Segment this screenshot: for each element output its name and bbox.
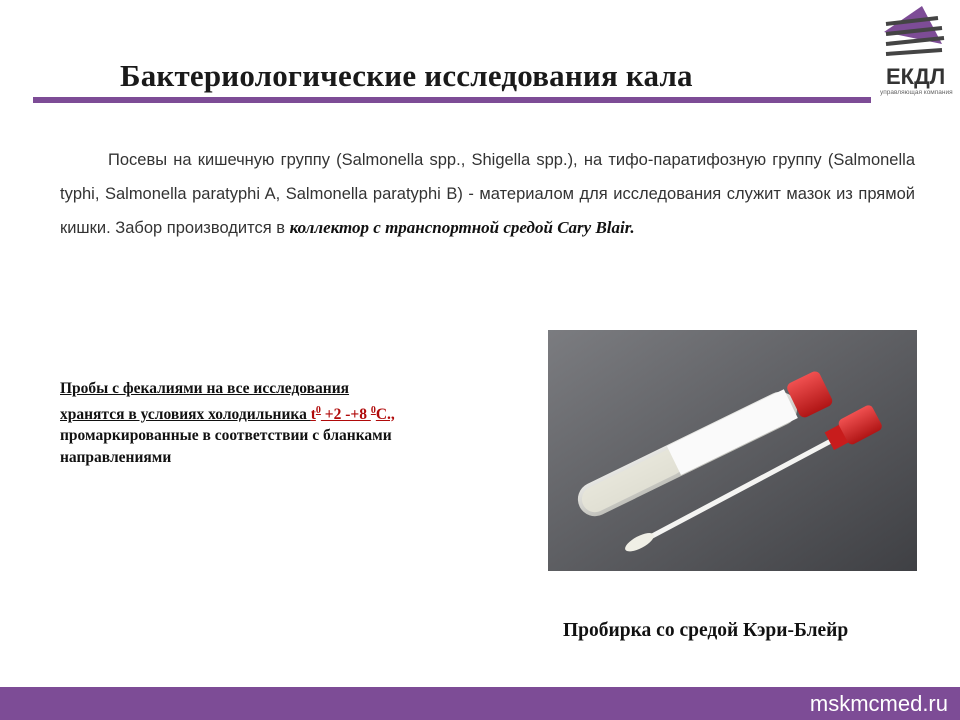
note-line2: хранятся в условиях холодильника (60, 405, 311, 423)
note-deg-sup: 0 (370, 404, 376, 416)
photo-caption: Пробирка со средой Кэри-Блейр (563, 620, 849, 641)
logo-subtitle: управляющая компания (880, 89, 953, 96)
note-deg-c: С., (375, 405, 395, 423)
page-title: Бактериологические исследования кала (120, 58, 693, 93)
note-temp-range: +2 -+8 (320, 405, 371, 423)
paragraph-part2: - материалом для исследования служит мазок из прямой кишки. Забор производится в (60, 184, 915, 237)
paragraph-italic: коллектор с транспортной средой Cary Blair. (289, 218, 635, 237)
logo-mark-icon (884, 6, 944, 54)
footer-bar (0, 687, 960, 720)
footer-site-link[interactable]: mskmcmed.ru (809, 691, 948, 716)
note-line3: промаркированные в соответствии с бланками направлениями (60, 427, 392, 466)
note-temp-t: t (310, 405, 316, 423)
title-underline (33, 97, 871, 103)
note-line1: Пробы с фекалиями на все исследования (60, 380, 350, 397)
tube-image (548, 330, 917, 571)
note-temp-sup: 0 (315, 404, 321, 416)
paragraph-part1: Посевы на кишечную группу (Salmonella spp., Shigella spp.), на тифо-паратифозную группу (Salmonella typhi, Salmonella paratyphi A, Salmonella paratyphi B) (60, 151, 915, 203)
storage-note (60, 378, 480, 468)
logo-text: ЕКДЛ (886, 64, 946, 89)
transport-tube-photo (548, 330, 917, 571)
main-paragraph (60, 144, 915, 246)
